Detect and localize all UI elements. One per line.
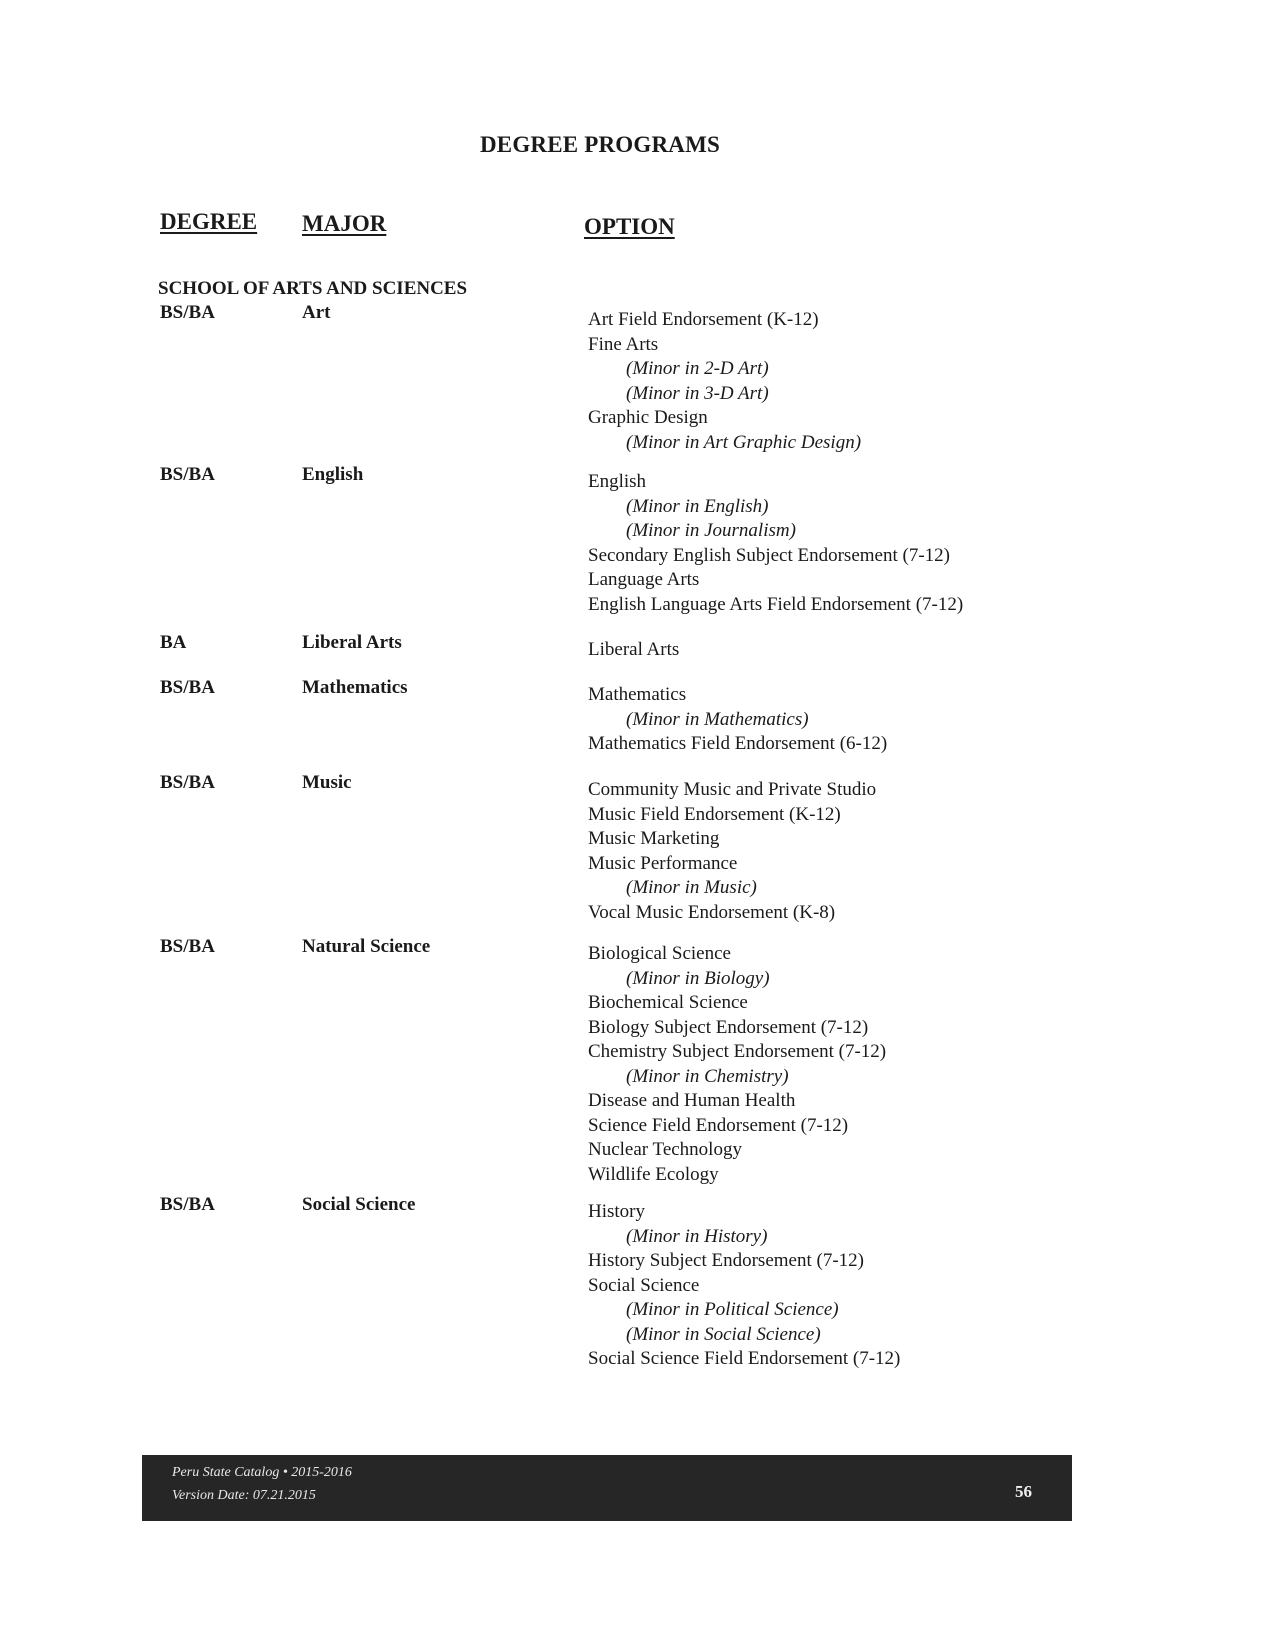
minor-item: (Minor in 3-D Art) [626,382,769,404]
degree-label: BS/BA [160,677,215,698]
minor-item: (Minor in Journalism) [626,520,796,541]
option-item: Biology Subject Endorsement (7-12) [588,1016,869,1038]
footer-version-text: Version Date: 07.21.2015 [172,1488,316,1503]
footer-catalog-text: Peru State Catalog • 2015-2016 [172,1465,352,1480]
option-item: Graphic Design [588,407,708,428]
option-item: Music Performance [588,852,738,874]
option-list [588,778,876,925]
option-item: Fine Arts [588,333,659,355]
option-item: Music Field Endorsement (K-12) [588,803,841,825]
option-item: Vocal Music Endorsement (K-8) [588,901,836,923]
option-item: Wildlife Ecology [588,1163,719,1185]
option-item: History [588,1201,645,1222]
minor-item: (Minor in 2-D Art) [626,358,769,379]
option-list [588,942,886,1187]
option-item: English [588,471,647,492]
degree-label: BS/BA [160,302,215,323]
minor-item: (Minor in Mathematics) [626,708,809,730]
option-list [588,308,861,455]
option-list [588,683,887,757]
minor-item: (Minor in Biology) [626,967,770,989]
footer-bar [142,1455,1072,1521]
major-label: Music [302,772,352,793]
option-item: Language Arts [588,569,700,590]
option-item: Biochemical Science [588,992,748,1013]
minor-item: (Minor in Social Science) [626,1323,821,1345]
minor-item: (Minor in Music) [626,877,757,898]
minor-item: (Minor in Art Graphic Design) [626,431,862,453]
major-label: Art [302,302,331,323]
option-item: Disease and Human Health [588,1090,796,1111]
option-item: Art Field Endorsement (K-12) [588,309,819,330]
option-item: Secondary English Subject Endorsement (7-12) [588,544,950,566]
option-list [588,638,679,663]
page-number: 56 [1015,1482,1032,1501]
degree-label: BS/BA [160,464,215,485]
option-item: Music Marketing [588,828,720,849]
major-label: English [302,464,364,485]
option-item: Chemistry Subject Endorsement (7-12) [588,1041,887,1062]
page-title: DEGREE PROGRAMS [479,132,721,157]
option-item: Science Field Endorsement (7-12) [588,1114,849,1136]
option-list [588,1200,900,1372]
minor-item: (Minor in Political Science) [626,1299,839,1320]
major-label: Natural Science [302,936,431,957]
degree-label: BA [160,632,187,653]
option-item: Community Music and Private Studio [588,779,877,800]
degree-column-header: DEGREE [160,209,258,234]
option-item: Nuclear Technology [588,1139,742,1160]
major-label: Liberal Arts [302,632,402,653]
option-item: English Language Arts Field Endorsement (7-12) [588,593,964,615]
school-heading: SCHOOL OF ARTS AND SCIENCES [158,278,468,299]
option-item: Liberal Arts [588,639,680,660]
option-item: History Subject Endorsement (7-12) [588,1250,864,1271]
degree-label: BS/BA [160,936,215,957]
option-list [588,470,963,617]
degree-label: BS/BA [160,772,215,793]
major-column-header: MAJOR [302,211,387,236]
minor-item: (Minor in History) [626,1225,768,1247]
major-label: Mathematics [302,677,408,698]
minor-item: (Minor in English) [626,495,769,517]
degree-label: BS/BA [160,1194,215,1215]
option-item: Mathematics [588,684,687,705]
option-item: Biological Science [588,943,731,964]
option-item: Social Science [588,1274,700,1296]
minor-item: (Minor in Chemistry) [626,1065,789,1087]
major-label: Social Science [302,1194,416,1215]
option-item: Mathematics Field Endorsement (6-12) [588,733,888,754]
option-column-header: OPTION [584,214,675,239]
option-item: Social Science Field Endorsement (7-12) [588,1348,901,1369]
